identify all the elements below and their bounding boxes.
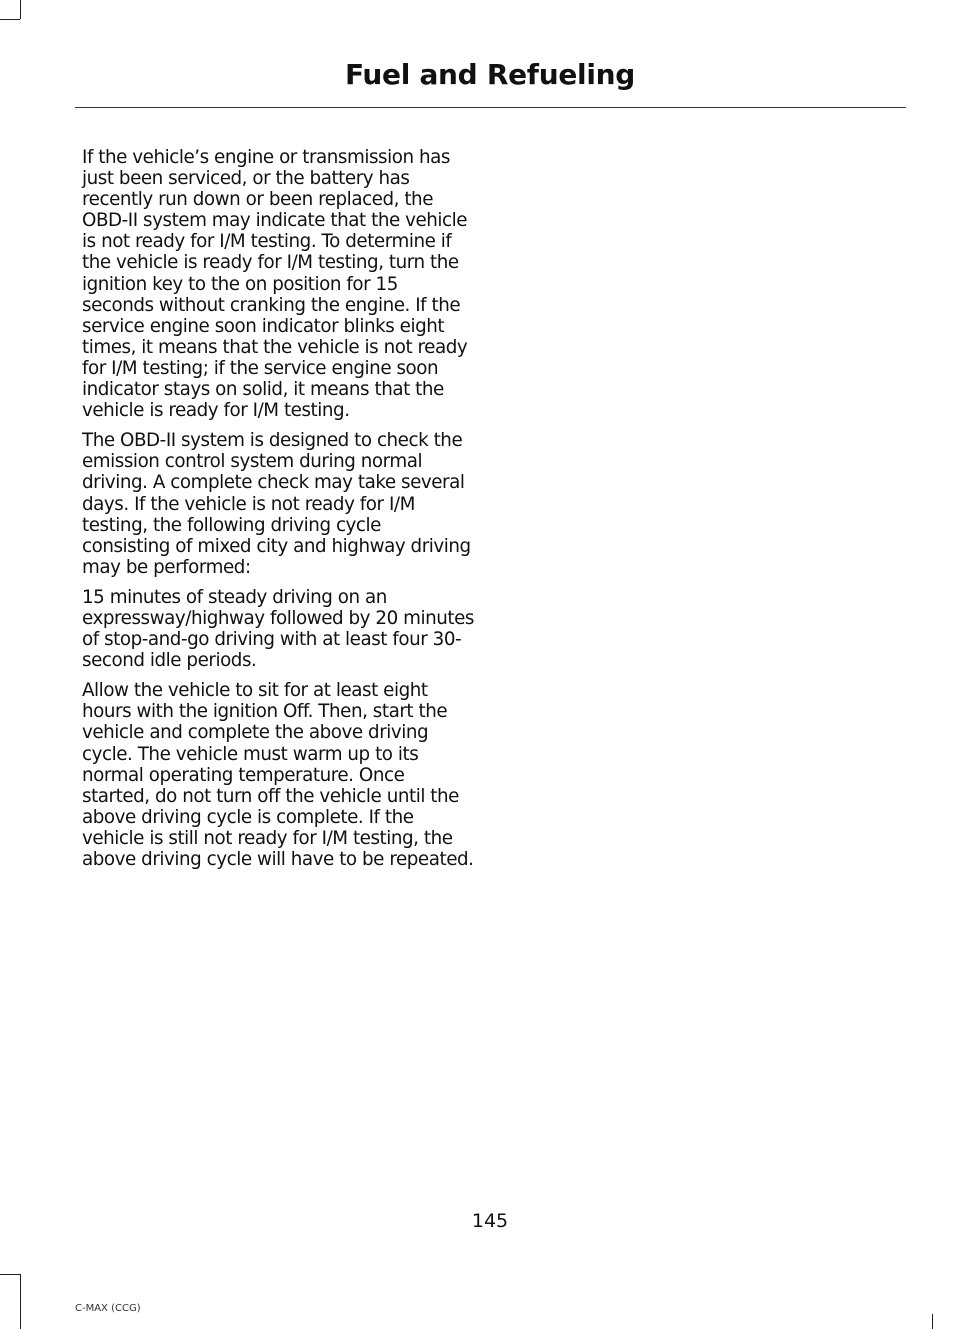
page-number: 145: [471, 1210, 509, 1232]
paragraph-readiness-check: If the vehicle’s engine or transmission has just been serviced, or the battery has recently run down or been replaced, the OBD-II system may indicate that the vehicle is not ready for I/M testing. To determine if the vehicle is ready for I/M testing, turn the ignition key to the on position for 15 seconds without cranking the engine. If the service engine soon indicator blinks eight times, it means that the vehicle is not ready for I/M testing; if the service engine soon indicator stays on solid, it means that the vehicle is ready for I/M testing.: [82, 147, 468, 422]
model-label: C-MAX (CCG): [75, 1303, 141, 1314]
crop-mark-top-left-horizontal: [0, 19, 20, 20]
crop-mark-bottom-right-vertical: [932, 1314, 933, 1329]
body-column: [82, 147, 474, 879]
header-divider: [75, 107, 906, 108]
crop-mark-top-left-vertical: [20, 0, 21, 19]
paragraph-obd-system: The OBD-II system is designed to check the emission control system during normal driving. A complete check may take several days. If the vehicle is not ready for I/M testing, the following driving cycle consisting of mixed city and highway driving may be performed:: [82, 430, 471, 578]
paragraph-warm-up-instructions: Allow the vehicle to sit for at least eight hours with the ignition Off. Then, start the vehicle and complete the above driving cycle. The vehicle must warm up to its normal operating temperature. Once started, do not turn off the vehicle until the above driving cycle is complete. If the vehicle is still not ready for I/M testing, the above driving cycle will have to be repeated.: [82, 680, 474, 870]
page-title: Fuel and Refueling: [344, 58, 635, 91]
crop-mark-bottom-left-horizontal: [0, 1274, 20, 1275]
crop-mark-bottom-left-vertical: [20, 1274, 21, 1329]
paragraph-driving-cycle: 15 minutes of steady driving on an expressway/highway followed by 20 minutes of stop-and-go driving with at least four 30-second idle periods.: [82, 586, 474, 672]
